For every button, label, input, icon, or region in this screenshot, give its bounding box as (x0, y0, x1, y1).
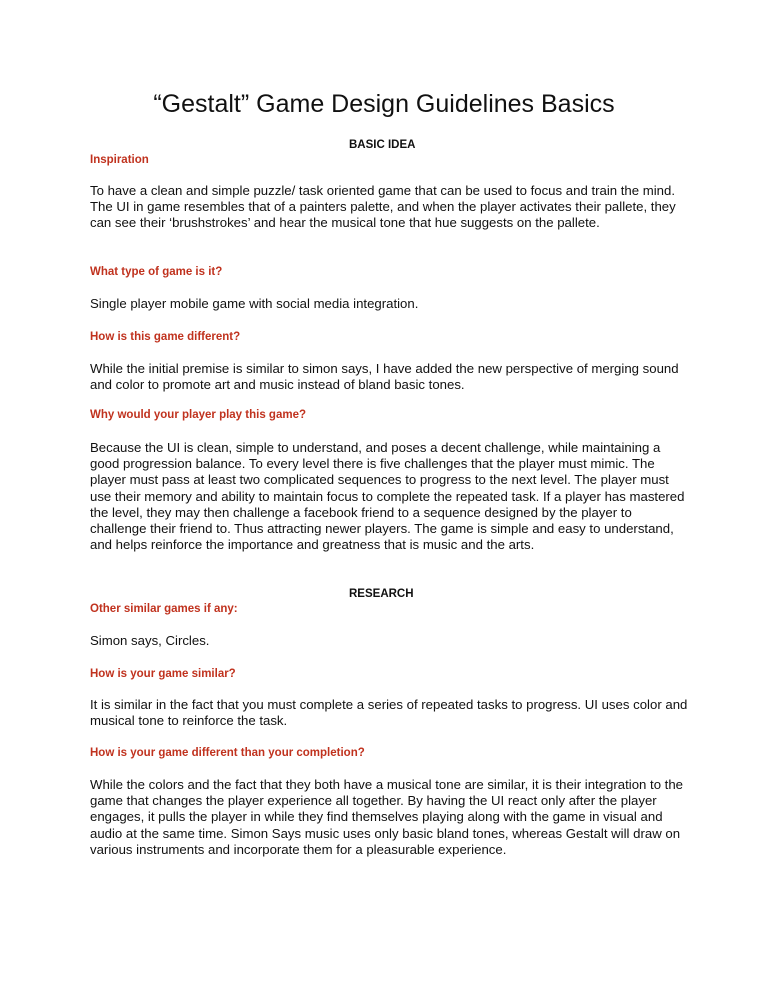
paragraph-inspiration: To have a clean and simple puzzle/ task oriented game that can be used to focus and train the mind. The UI in game resembles that of a painters palette, and when the player activates their pallete, they can see their ‘brushstrokes’ and hear the musical tone that hue suggests on the pallete. (90, 183, 676, 231)
section-heading-research-text: RESEARCH (349, 588, 414, 600)
label-game-type: What type of game is it? (90, 266, 223, 278)
label-game-different: How is this game different? (90, 331, 241, 343)
paragraph-game-type: Single player mobile game with social media integration. (90, 296, 419, 311)
document-title: “Gestalt” Game Design Guidelines Basics (153, 90, 615, 118)
paragraph-how-similar: It is similar in the fact that you must complete a series of repeated tasks to progress. UI uses color and musical tone to reinforce the task. (90, 697, 688, 729)
section-heading-basic-idea-text: BASIC IDEA (349, 139, 416, 151)
label-inspiration: Inspiration (90, 154, 149, 166)
label-why-play: Why would your player play this game? (90, 409, 306, 421)
paragraph-similar-games: Simon says, Circles. (90, 633, 210, 648)
label-how-different-completion: How is your game different than your completion? (90, 747, 365, 759)
paragraph-how-different-completion: While the colors and the fact that they both have a musical tone are similar, it is their integration to the game that changes the player experience all together. By having the UI react only after the player engages, it pulls the player in while they find themselves playing along with the game in visual and audio at the same time. Simon Says music uses only basic bland tones, whereas Gestalt will draw on various instruments and incorporate them for a pleasurable experience. (90, 777, 684, 857)
label-similar-games: Other similar games if any: (90, 603, 238, 615)
paragraph-game-different: While the initial premise is similar to simon says, I have added the new perspective of merging sound and color to promote art and music instead of bland basic tones. (90, 361, 679, 393)
label-how-similar: How is your game similar? (90, 668, 236, 680)
paragraph-why-play: Because the UI is clean, simple to understand, and poses a decent challenge, while maintaining a good progression balance. To every level there is five challenges that the player must mimic. The player must pass at least two complicated sequences to progress to the next level. The player must use their memory and ability to maintain focus to complete the repeated task. If a player has mastered the level, they may then challenge a facebook friend to a sequence designed by the player to challenge their friend to. Thus attracting newer players. The game is simple and easy to understand, and helps reinforce the importance and greatness that is music and the arts. (90, 440, 685, 553)
